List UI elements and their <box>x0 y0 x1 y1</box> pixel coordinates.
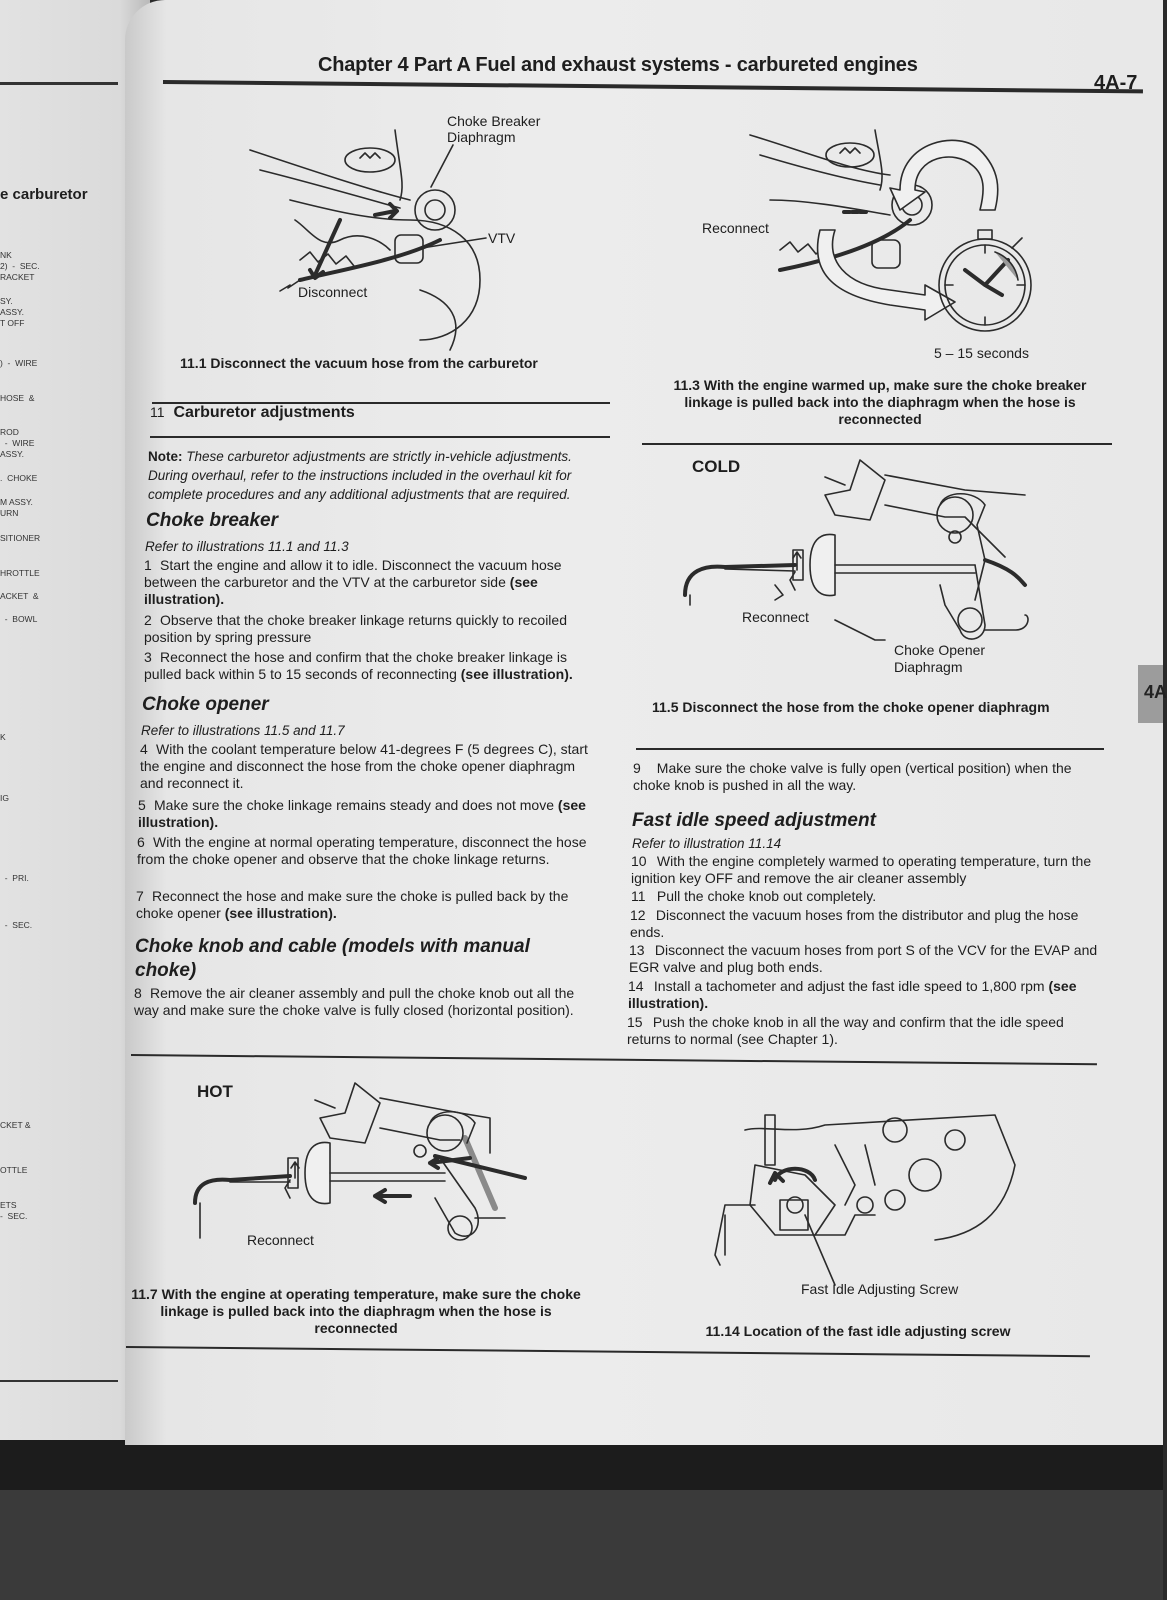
left-label: IG <box>0 793 9 803</box>
fig-11-7-label-reconnect: Reconnect <box>247 1232 314 1248</box>
fig-11-7-caption: 11.7 With the engine at operating temperature, make sure the choke linkage is pulled back into the diaphragm when the hose is reconnected <box>131 1286 581 1336</box>
step-4: 4 With the coolant temperature below 41-degrees F (5 degrees C), start the engine and disconnect the hose from the choke opener diaphragm and reconnect it. <box>140 741 588 791</box>
step-10: 10 With the engine completely warmed to operating temperature, turn the ignition key OFF and remove the air cleaner assembly <box>631 853 1092 886</box>
fig-11-1-label-choke-breaker: Choke Breaker Diaphragm <box>447 113 541 145</box>
scanner-strip <box>0 1440 1163 1490</box>
left-label: ETS - SEC. <box>0 1200 28 1221</box>
left-label: OTTLE <box>0 1165 28 1175</box>
step-15: 15 Push the choke knob in all the way and confirm that the idle speed returns to normal (see Chapter 1). <box>627 1014 1064 1047</box>
fig-11-3-caption: 11.3 With the engine warmed up, make sure the choke breaker linkage is pulled back into the diaphragm when the hose is reconnected <box>673 377 1087 427</box>
fig-11-5-illustration <box>685 455 1045 655</box>
left-label: ROD - WIRE ASSY. <box>0 427 35 459</box>
refer-fast-idle: Refer to illustration 11.14 <box>632 836 782 851</box>
left-label: ) - WIRE <box>0 358 38 368</box>
fig-11-5-state-label: COLD <box>692 457 741 476</box>
section-title: Carburetor adjustments <box>173 404 355 421</box>
step-12: 12 Disconnect the vacuum hoses from the distributor and plug the hose ends. <box>630 907 1079 940</box>
fig-11-14-caption: 11.14 Location of the fast idle adjusting screw <box>705 1323 1011 1339</box>
fig-11-14-label-screw: Fast Idle Adjusting Screw <box>801 1281 959 1297</box>
section-heading <box>150 402 610 440</box>
step-5: 5 Make sure the choke linkage remains steady and does not move (see illustration). <box>138 797 586 830</box>
left-label: NK 2) - SEC. RACKET <box>0 250 40 282</box>
heading-choke-knob: Choke knob and cable (models with manual choke) <box>135 936 530 981</box>
fig-11-1-label-vtv: VTV <box>488 230 516 246</box>
fig-11-1-leader-line <box>425 145 465 195</box>
rule <box>636 748 1104 750</box>
step-11: 11 Pull the choke knob out completely. <box>631 888 877 904</box>
left-label: ACKET & <box>0 591 39 601</box>
left-label: CKET & <box>0 1120 31 1130</box>
fig-11-5-label-reconnect: Reconnect <box>742 609 809 625</box>
fig-11-5-caption: 11.5 Disconnect the hose from the choke opener diaphragm <box>652 699 1050 715</box>
refer-choke-opener: Refer to illustrations 11.5 and 11.7 <box>141 723 345 738</box>
left-label: . CHOKE <box>0 473 38 483</box>
step-7: 7 Reconnect the hose and make sure the choke is pulled back by the choke opener (see illustration). <box>136 888 569 921</box>
left-label: - PRI. <box>0 873 29 883</box>
fig-11-3-label-time: 5 – 15 seconds <box>934 345 1029 361</box>
heading-choke-breaker: Choke breaker <box>146 510 279 531</box>
section-note <box>148 447 610 504</box>
rule <box>642 443 1112 445</box>
left-label: - BOWL <box>0 614 38 624</box>
fig-11-7-illustration <box>195 1078 525 1258</box>
section-number: 11 <box>150 404 165 420</box>
chapter-tab: 4A <box>1138 665 1163 723</box>
step-2: 2 Observe that the choke breaker linkage returns quickly to recoiled position by spring pressure <box>144 612 567 645</box>
left-page-top-rule <box>0 82 118 85</box>
left-label: SITIONER <box>0 533 41 543</box>
refer-choke-breaker: Refer to illustrations 11.1 and 11.3 <box>145 539 349 554</box>
left-page-title: e carburetor <box>0 186 88 203</box>
rule <box>150 436 610 438</box>
step-8: 8 Remove the air cleaner assembly and pull the choke knob out all the way and make sure the choke valve is fully closed (horizontal position). <box>134 985 575 1018</box>
fig-11-1-leader-line <box>420 236 490 250</box>
page-number: 4A-7 <box>1094 72 1138 94</box>
left-label: SY. ASSY. T OFF <box>0 296 25 328</box>
left-label: M ASSY. URN <box>0 497 33 518</box>
heading-fast-idle: Fast idle speed adjustment <box>632 810 876 831</box>
heading-choke-opener: Choke opener <box>142 694 269 715</box>
left-label: K <box>0 732 6 742</box>
step-14: 14 Install a tachometer and adjust the fast idle speed to 1,800 rpm (see illustration). <box>628 978 1077 1011</box>
fig-11-3-illustration <box>740 130 1060 360</box>
fig-11-7-state-label: HOT <box>197 1082 233 1101</box>
fig-11-5-label-choke-opener: Choke Opener Diaphragm <box>894 642 986 675</box>
left-label: HOSE & <box>0 393 35 403</box>
step-1: 1 Start the engine and allow it to idle. Disconnect the vacuum hose between the carburetor and the VTV at the carburetor side (see illustration). <box>144 557 562 607</box>
fig-11-14-illustration <box>715 1105 1025 1285</box>
step-13: 13 Disconnect the vacuum hoses from port S of the VCV for the EVAP and EGR valve and plug both ends. <box>629 942 1098 975</box>
step-3: 3 Reconnect the hose and confirm that the choke breaker linkage is pulled back within 5 to 15 seconds of reconnecting (see illustration). <box>144 649 573 682</box>
step-9: 9 Make sure the choke valve is fully open (vertical position) when the choke knob is pushed in all the way. <box>633 760 1072 793</box>
note-text: These carburetor adjustments are strictly in-vehicle adjustments. During overhaul, refer to the instructions included in the overhaul kit for complete procedures and any additional adjustments that are required. <box>148 449 572 502</box>
left-label: HROTTLE <box>0 568 40 578</box>
step-6: 6 With the engine at normal operating temperature, disconnect the hose from the choke opener and observe that the choke linkage returns. <box>137 834 587 867</box>
left-label: - SEC. <box>0 920 33 930</box>
chapter-title: Chapter 4 Part A Fuel and exhaust systems - carbureted engines <box>318 54 918 76</box>
left-page-bottom-rule <box>0 1380 118 1382</box>
fig-11-1-label-disconnect: Disconnect <box>298 284 368 300</box>
fig-11-3-label-reconnect: Reconnect <box>702 220 769 236</box>
note-label: Note: <box>148 449 183 464</box>
fig-11-1-caption: 11.1 Disconnect the vacuum hose from the carburetor <box>180 355 538 371</box>
